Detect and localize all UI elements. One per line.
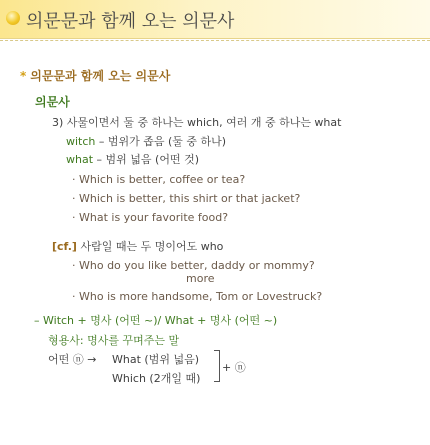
adjective-definition: 형용사: 명사를 꾸며주는 말 (48, 334, 180, 347)
example-2: · Which is better, this shirt or that jacket? (72, 192, 301, 205)
cf-note (52, 238, 223, 254)
divider (0, 40, 430, 41)
cf-example-1: · Who do you like better, daddy or mommy? (72, 259, 315, 272)
example-1: · Which is better, coffee or tea? (72, 173, 246, 186)
section-heading (20, 67, 170, 84)
noun-rule: – Witch + 명사 (어떤 ~)/ What + 명사 (어떤 ~) (34, 314, 278, 327)
example-3: · What is your favorite food? (72, 211, 229, 224)
witch-word: witch (66, 135, 96, 148)
pattern-which: Which (2개일 때) (112, 372, 201, 385)
title-banner (0, 0, 430, 39)
bracket (214, 350, 220, 382)
cf-example-1-more: more (186, 272, 215, 285)
cf-text: 사람일 때는 두 명이어도 who (80, 240, 224, 253)
pattern-right: + ⓝ (222, 361, 246, 374)
rule-3: 3) 사물이면서 둘 중 하나는 which, 여러 개 중 하나는 what (52, 116, 342, 129)
subheading: 의문사 (35, 95, 70, 109)
pattern-left: 어떤 ⓝ → (48, 353, 97, 366)
cf-example-2: · Who is more handsome, Tom or Lovestruck? (72, 290, 323, 303)
bullet-circle-icon (6, 11, 20, 25)
pattern-what: What (범위 넓음) (112, 353, 199, 366)
what-desc: – 범위 넓음 (어떤 것) (96, 153, 199, 166)
cf-label: [cf.] (52, 240, 77, 253)
what-word: what (66, 153, 94, 166)
witch-desc: – 범위가 좁음 (둘 중 하나) (98, 135, 227, 148)
page-title: 의문문과 함께 오는 의문사 (26, 11, 235, 32)
witch-rule (66, 133, 226, 149)
star-icon: * (20, 69, 27, 83)
what-rule (66, 151, 199, 167)
section-title: 의문문과 함께 오는 의문사 (30, 69, 171, 83)
